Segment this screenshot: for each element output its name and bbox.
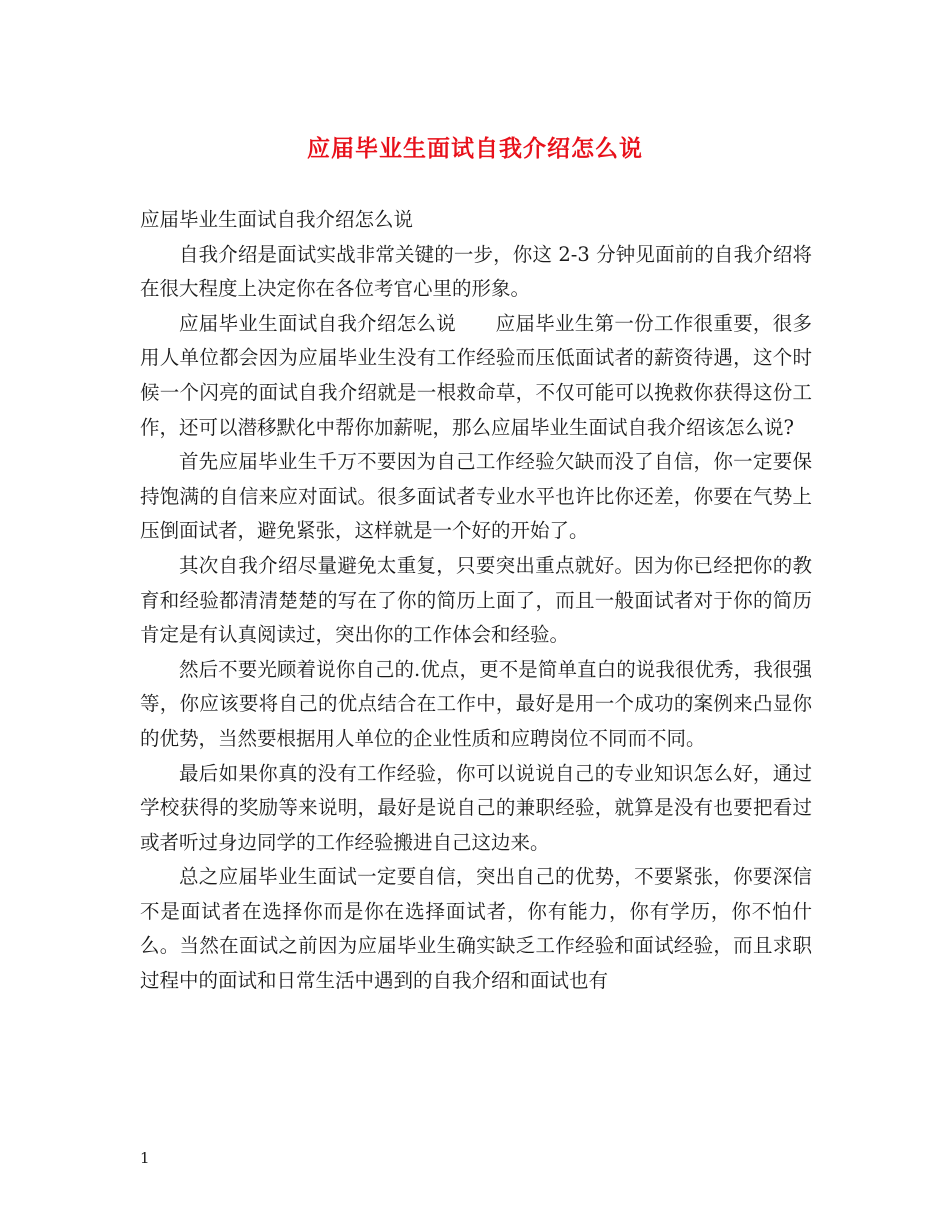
paragraph: 其次自我介绍尽量避免太重复，只要突出重点就好。因为你已经把你的教育和经验都清清楚楚的写在了你的简历上面了，而且一般面试者对于你的简历肯定是有认真阅读过，突出你的工作体会和经验。 bbox=[140, 553, 812, 647]
document-title: 应届毕业生面试自我介绍怎么说 bbox=[307, 135, 643, 162]
page-number: 1 bbox=[140, 1149, 150, 1167]
paragraph: 应届毕业生面试自我介绍怎么说 应届毕业生第一份工作很重要，很多用人单位都会因为应届毕业生没有工作经验而压低面试者的薪资待遇，这个时候一个闪亮的面试自我介绍就是一根救命草，不仅可能可以挽救你获得这份工作，还可以潜移默化中帮你加薪呢，那么应届毕业生面试自我介绍该怎么说? bbox=[140, 311, 812, 439]
paragraph: 最后如果你真的没有工作经验，你可以说说自己的专业知识怎么好，通过学校获得的奖励等来说明，最好是说自己的兼职经验，就算是没有也要把看过或者听过身边同学的工作经验搬进自己这边来。 bbox=[140, 761, 812, 854]
paragraph: 自我介绍是面试实战非常关键的一步，你这 2-3 分钟见面前的自我介绍将在很大程度上决定你在各位考官心里的形象。 bbox=[140, 242, 812, 301]
paragraph: 然后不要光顾着说你自己的.优点，更不是简单直白的说我很优秀，我很强等，你应该要将自己的优点结合在工作中，最好是用一个成功的案例来凸显你的优势，当然要根据用人单位的企业性质和应聘岗位不同而不同。 bbox=[140, 657, 812, 750]
paragraph: 总之应届毕业生面试一定要自信，突出自己的优势，不要紧张，你要深信不是面试者在选择你而是你在选择面试者，你有能力，你有学历，你不怕什么。当然在面试之前因为应届毕业生确实缺乏工作经验和面试经验，而且求职过程中的面试和日常生活中遇到的自我介绍和面试也有 bbox=[140, 865, 812, 993]
document-body bbox=[140, 203, 812, 999]
paragraph: 首先应届毕业生千万不要因为自己工作经验欠缺而没了自信，你一定要保持饱满的自信来应对面试。很多面试者专业水平也许比你还差，你要在气势上压倒面试者，避免紧张，这样就是一个好的开始了。 bbox=[140, 450, 812, 543]
paragraph-subtitle: 应届毕业生面试自我介绍怎么说 bbox=[140, 208, 414, 231]
